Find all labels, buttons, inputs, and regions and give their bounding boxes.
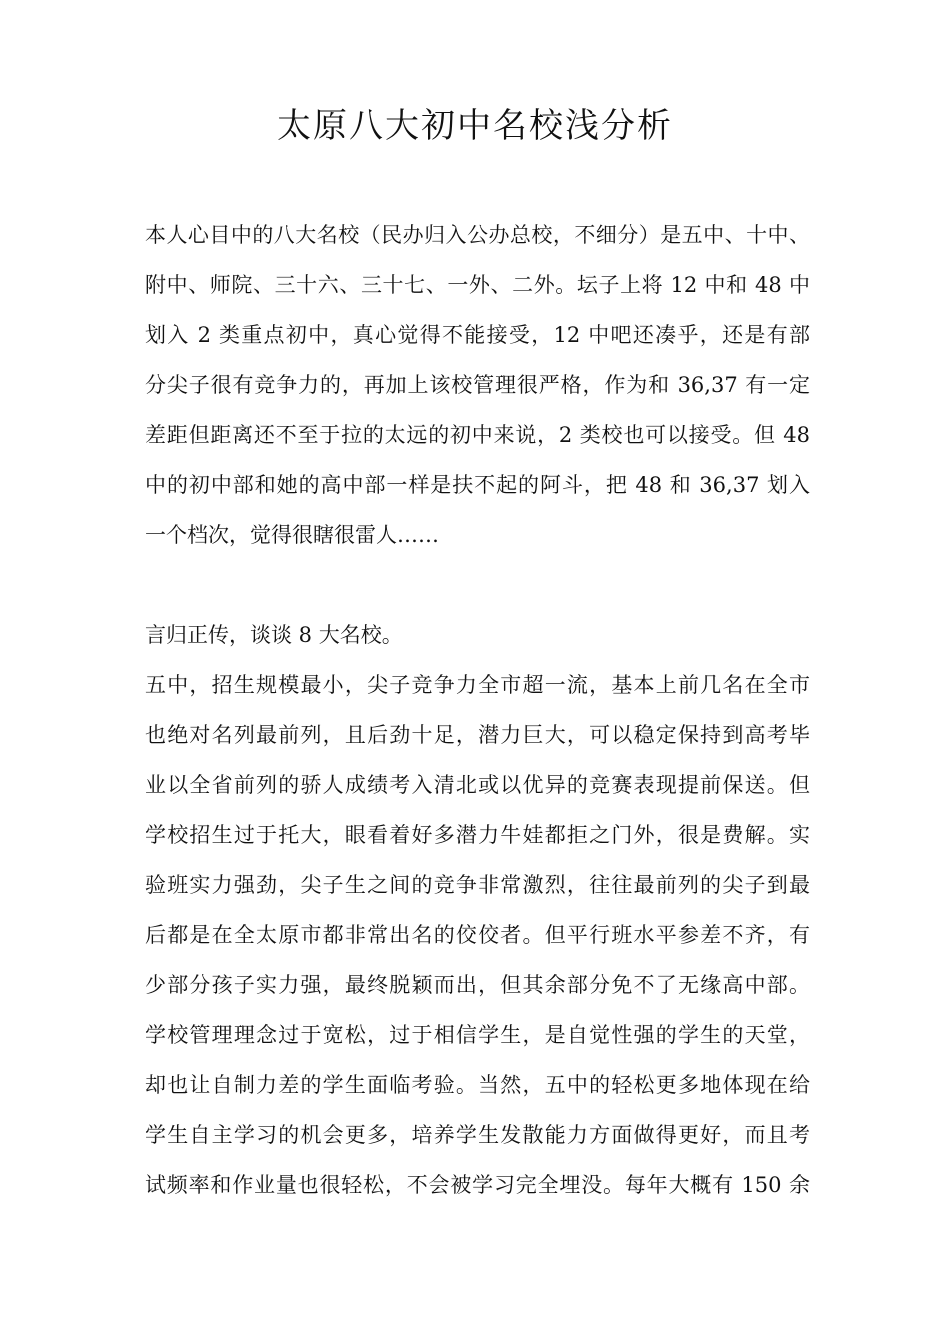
paragraph-line: 本人心目中的八大名校（民办归入公办总校，不细分）是五中、十中、: [145, 223, 810, 247]
paragraph-line: 附中、师院、三十六、三十七、一外、二外。坛子上将 12 中和 48 中: [145, 273, 810, 297]
document-title: 太原八大初中名校浅分析: [277, 106, 673, 146]
paragraph-line: 试频率和作业量也很轻松，不会被学习完全埋没。每年大概有 150 余: [145, 1173, 810, 1197]
paragraph-line: 也绝对名列最前列，且后劲十足，潜力巨大，可以稳定保持到高考毕: [145, 723, 810, 747]
intro-paragraph: [145, 210, 810, 560]
main-paragraph: [145, 610, 810, 1210]
paragraph-line: 中的初中部和她的高中部一样是扶不起的阿斗，把 48 和 36,37 划入: [145, 473, 810, 497]
paragraph-line: 一个档次，觉得很瞎很雷人……: [145, 523, 439, 547]
paragraph-line: 却也让自制力差的学生面临考验。当然，五中的轻松更多地体现在给: [145, 1073, 810, 1097]
paragraph-line: 五中，招生规模最小，尖子竞争力全市超一流，基本上前几名在全市: [145, 673, 810, 697]
paragraph-line: 言归正传，谈谈 8 大名校。: [145, 623, 403, 647]
paragraph-line: 验班实力强劲，尖子生之间的竞争非常激烈，往往最前列的尖子到最: [145, 873, 810, 897]
paragraph-line: 后都是在全太原市都非常出名的佼佼者。但平行班水平参差不齐，有: [145, 923, 810, 947]
paragraph-line: 学生自主学习的机会更多，培养学生发散能力方面做得更好，而且考: [145, 1123, 810, 1147]
paragraph-line: 少部分孩子实力强，最终脱颖而出，但其余部分免不了无缘高中部。: [145, 973, 810, 997]
paragraph-line: 划入 2 类重点初中，真心觉得不能接受，12 中吧还凑乎，还是有部: [145, 323, 810, 347]
paragraph-line: 学校招生过于托大，眼看着好多潜力牛娃都拒之门外，很是费解。实: [145, 823, 810, 847]
paragraph-line: 学校管理理念过于宽松，过于相信学生，是自觉性强的学生的天堂，: [145, 1023, 810, 1047]
paragraph-line: 业以全省前列的骄人成绩考入清北或以优异的竞赛表现提前保送。但: [145, 773, 810, 797]
paragraph-line: 分尖子很有竞争力的，再加上该校管理很严格，作为和 36,37 有一定: [145, 373, 810, 397]
paragraph-line: 差距但距离还不至于拉的太远的初中来说，2 类校也可以接受。但 48: [145, 423, 810, 447]
